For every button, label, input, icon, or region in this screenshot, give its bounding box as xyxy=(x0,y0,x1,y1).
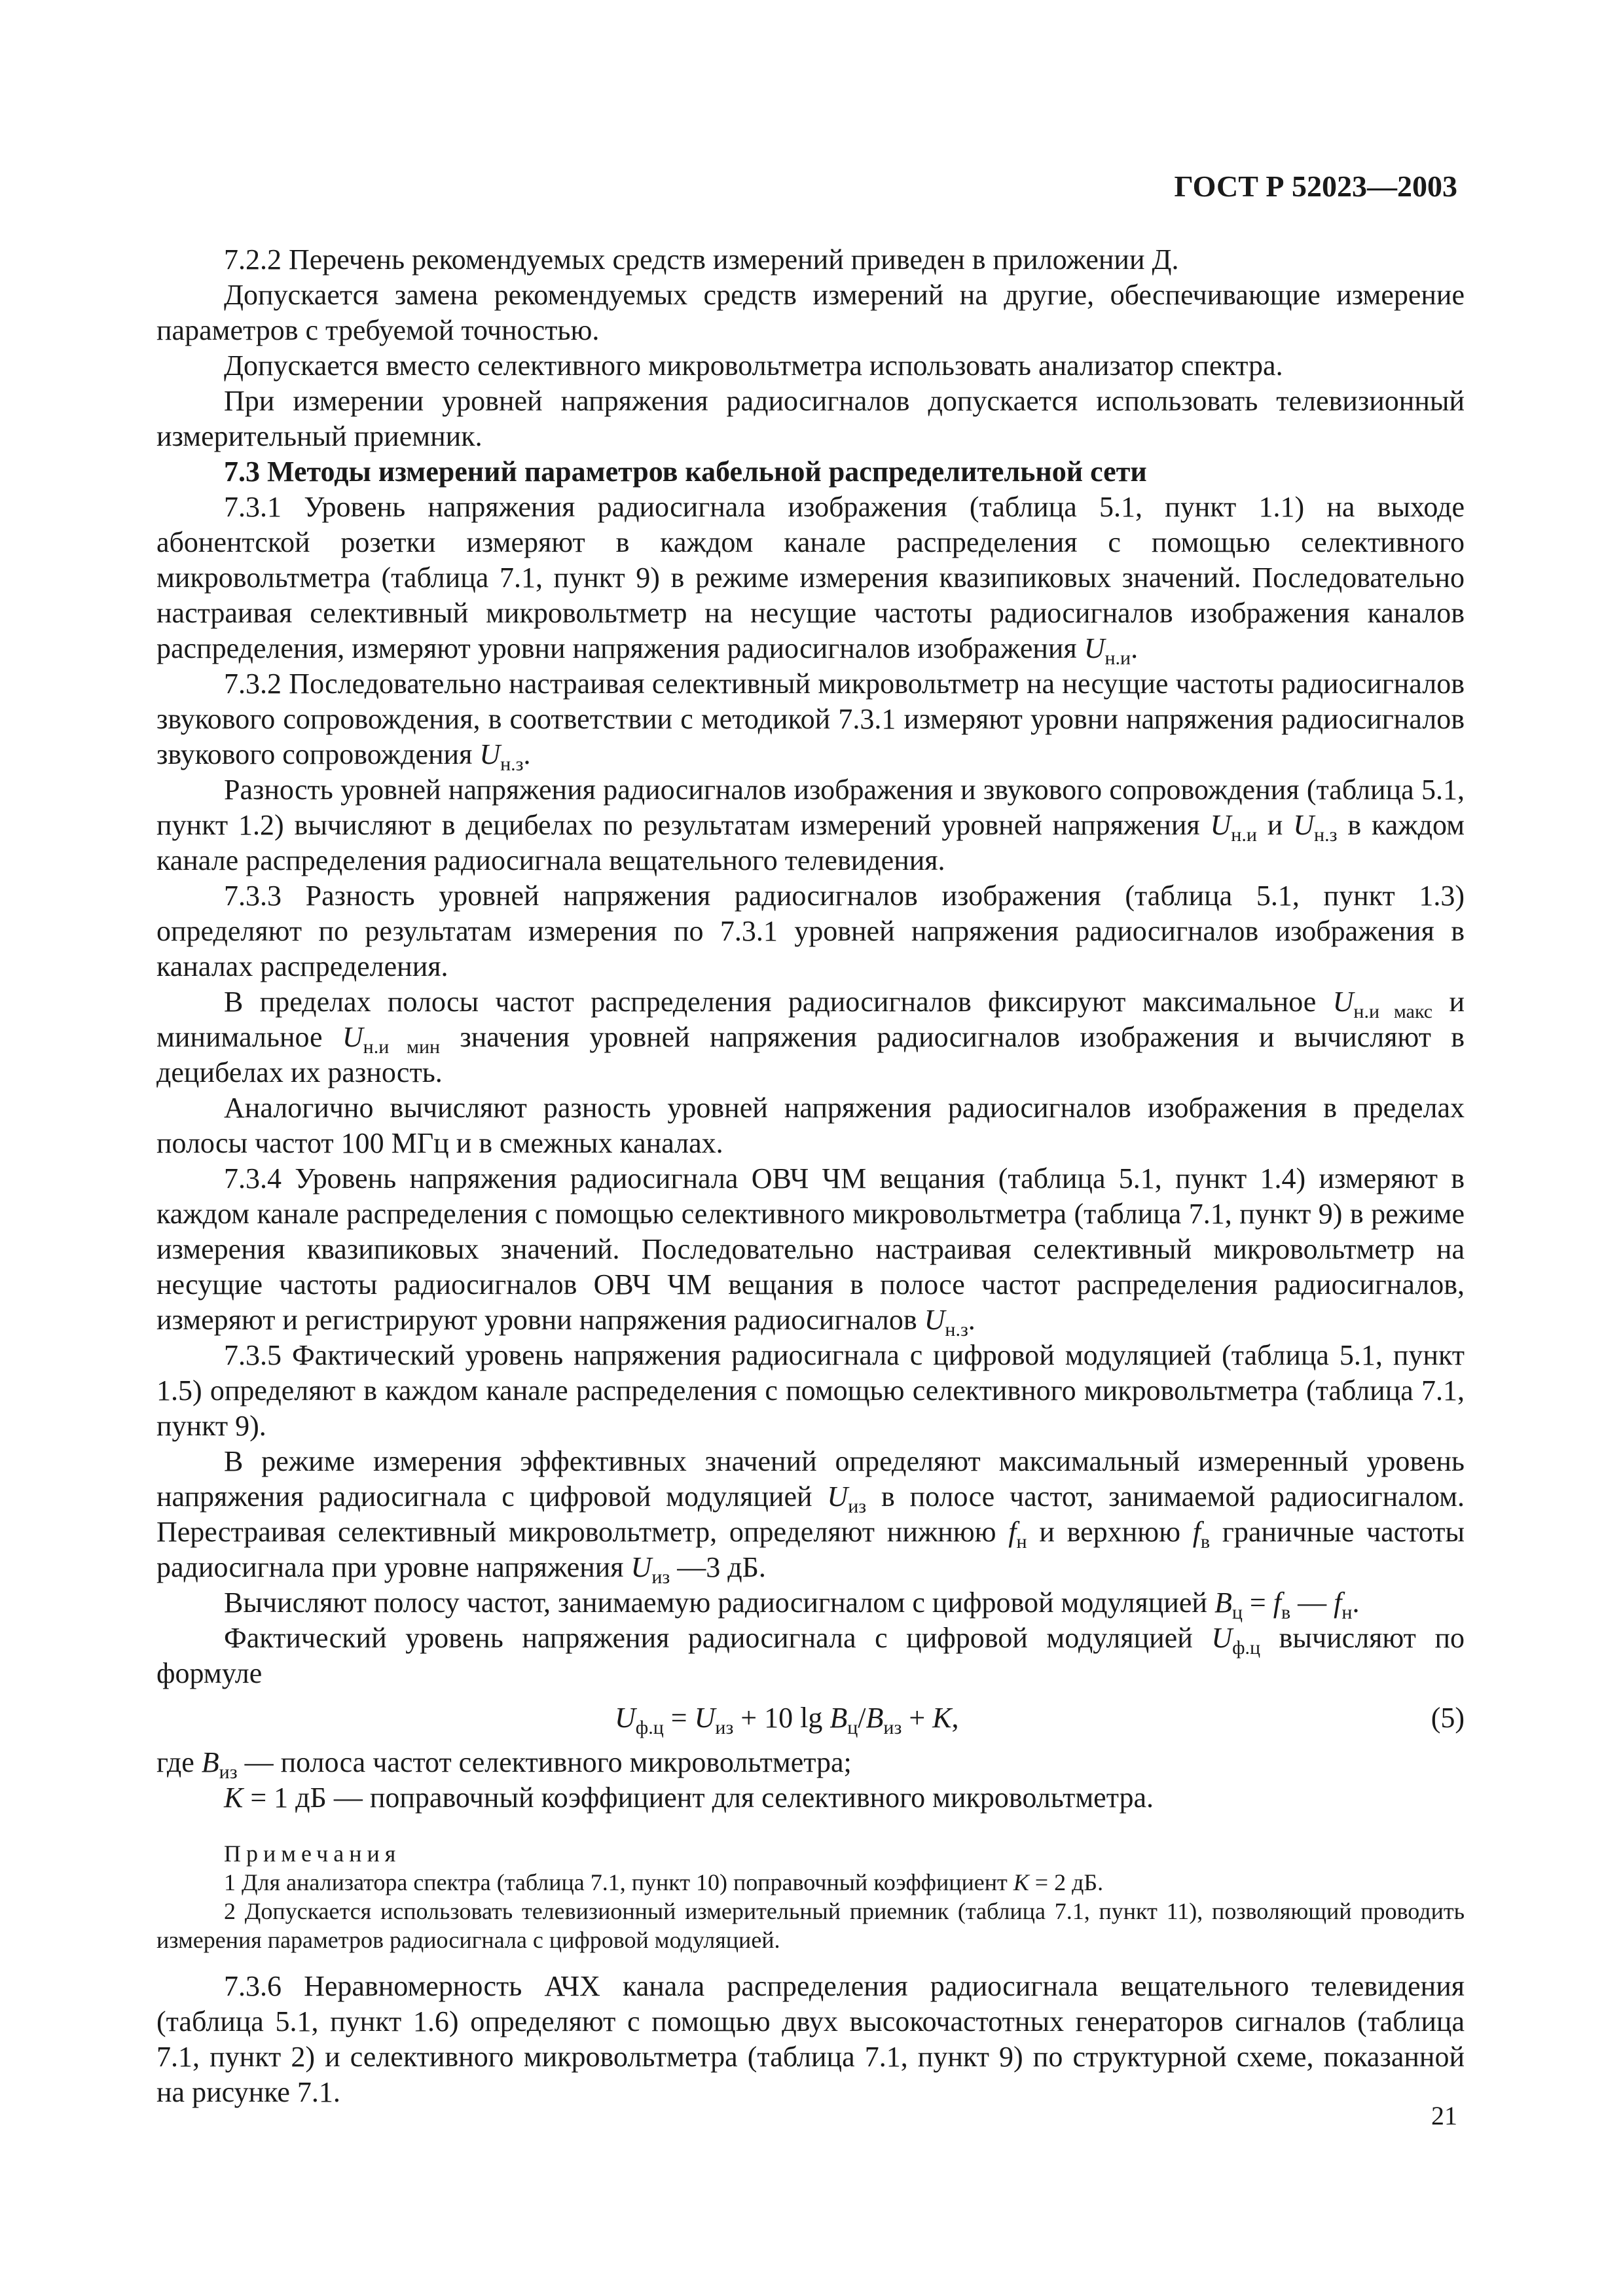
paragraph-replacement: Допускается замена рекомендуемых средств измерений на другие, обеспечивающие измерение параметров с требуемой точностью. xyxy=(156,279,1465,346)
formula-legend xyxy=(156,1745,1465,1816)
paragraph-7-3-3: 7.3.3 Разность уровней напряжения радиосигналов изображения (таблица 5.1, пункт 1.3) определяют по результатам измерения по 7.3.1 уровней напряжения радиосигналов изображения в каналах распределения. xyxy=(156,880,1465,982)
formula-number: (5) xyxy=(1431,1702,1465,1734)
paragraph-7-3-2: 7.3.2 Последовательно настраивая селективный микровольтметр на несущие частоты радиосигналов звукового сопровождения, в соответствии с методикой 7.3.1 измеряют уровни напряжения радиосигналов звукового сопровождения $U_{н.з}$. xyxy=(156,668,1465,775)
paragraph-spectrum-analyzer: Допускается вместо селективного микровольтметра использовать анализатор спектра. xyxy=(224,350,1283,382)
paragraph-effective-values: В режиме измерения эффективных значений определяют максимальный измеренный уровень напряжения радиосигнала с цифровой модуляцией $U_{из}$ в полосе частот, занимаемой радиосигналом. Перестраивая селективный микровольтметр, определяют нижнюю $f_н$ и верхнюю $f_в$ граничные частоты радиосигнала при уровне напряжения $U_{из}$ —3 дБ. xyxy=(156,1445,1465,1588)
paragraph-7-3-4: 7.3.4 Уровень напряжения радиосигнала ОВЧ ЧМ вещания (таблица 5.1, пункт 1.4) измеряют в каждом канале распределения с помощью селективного микровольтметра (таблица 7.1, пункт 9) в режиме измерения квазипиковых значений. Последовательно настраивая селективный микровольтметр на несущие частоты радиосигналов ОВЧ ЧМ вещания в полосе частот распределения радиосигналов, измеряют и регистрируют уровни напряжения радиосигналов $U_{н.з}$. xyxy=(156,1162,1465,1340)
note-1: 1 Для анализатора спектра (таблица 7.1, пункт 10) поправочный коэффициент K = 2 дБ. xyxy=(224,1869,1104,1895)
paragraph-difference: Разность уровней напряжения радиосигналов изображения и звукового сопровождения (таблица 5.1, пункт 1.2) вычисляют в децибелах по результатам измерений уровней напряжения $U_{н.и}$ и $U_{н.з}$ в каждом канале распределения радиосигнала вещательного телевидения. xyxy=(156,774,1465,876)
paragraph-7-3-5: 7.3.5 Фактический уровень напряжения радиосигнала с цифровой модуляцией (таблица 5.1, пункт 1.5) определяют в каждом канале распределения с помощью селективного микровольтметра (таблица 7.1, пункт 9). xyxy=(156,1339,1465,1442)
paragraph-tv-receiver: При измерении уровней напряжения радиосигналов допускается использовать телевизионный измерительный приемник. xyxy=(156,385,1465,452)
notes-block xyxy=(156,1839,1465,1954)
page-number: 21 xyxy=(1431,2101,1457,2130)
notes-title: Примечания xyxy=(224,1840,401,1867)
paragraph-7-3-1: 7.3.1 Уровень напряжения радиосигнала изображения (таблица 5.1, пункт 1.1) на выходе абонентской розетки измеряют в каждом канале распределения с помощью селективного микровольтметра (таблица 7.1, пункт 9) в режиме измерения квазипиковых значений. Последовательно настраивая селективный микровольтметр на несущие частоты радиосигналов изображения каналов распределения, измеряют уровни напряжения радиосигналов изображения $U_{н.и}$. xyxy=(156,491,1465,669)
section-heading-7-3: 7.3 Методы измерений параметров кабельной распределительной сети xyxy=(224,456,1147,488)
paragraph-bandwidth: Вычисляют полосу частот, занимаемую радиосигналом с цифровой модуляцией $B_ц = f_в$ — $f_н$. xyxy=(224,1587,1360,1623)
note-2: 2 Допускается использовать телевизионный измерительный приемник (таблица 7.1, пункт 11), позволяющий проводить измерения параметров радиосигнала с цифровой модуляцией. xyxy=(156,1898,1465,1953)
paragraph-similarly: Аналогично вычисляют разность уровней напряжения радиосигналов изображения в пределах полосы частот 100 МГц и в смежных каналах. xyxy=(156,1092,1465,1159)
document-body xyxy=(156,242,1465,2110)
paragraph-actual-level: Фактический уровень напряжения радиосигнала с цифровой модуляцией $U_{ф.ц}$ вычисляют по формуле xyxy=(156,1622,1465,1689)
legend-k: K = 1 дБ — поправочный коэффициент для селективного микровольтметра. xyxy=(224,1782,1154,1814)
paragraph-7-2-2: 7.2.2 Перечень рекомендуемых средств измерений приведен в приложении Д. xyxy=(224,243,1179,276)
paragraph-max-min: В пределах полосы частот распределения радиосигналов фиксируют максимальное $U_{н.и макс}$ и минимальное $U_{н.и мин}$ значения уровней напряжения радиосигналов изображения и вычисляют в децибелах их разность. xyxy=(156,986,1465,1088)
document-header: ГОСТ Р 52023—2003 xyxy=(1174,170,1457,203)
paragraph-7-3-6: 7.3.6 Неравномерность АЧХ канала распределения радиосигнала вещательного телевидения (таблица 5.1, пункт 1.6) определяют с помощью двух высокочастотных генераторов сигналов (таблица 7.1, пункт 2) и селективного микровольтметра (таблица 7.1, пункт 9) по структурной схеме, показанной на рисунке 7.1. xyxy=(156,1970,1465,2108)
formula-expression: $U_{ф.ц} = U_{из} + 10$ $\lg B_ц/B_{из} + K$, xyxy=(615,1702,959,1738)
legend-b-iz: где $B_{из}$ — полоса частот селективного микровольтметра; xyxy=(156,1746,852,1783)
formula-5 xyxy=(156,1700,1465,1742)
